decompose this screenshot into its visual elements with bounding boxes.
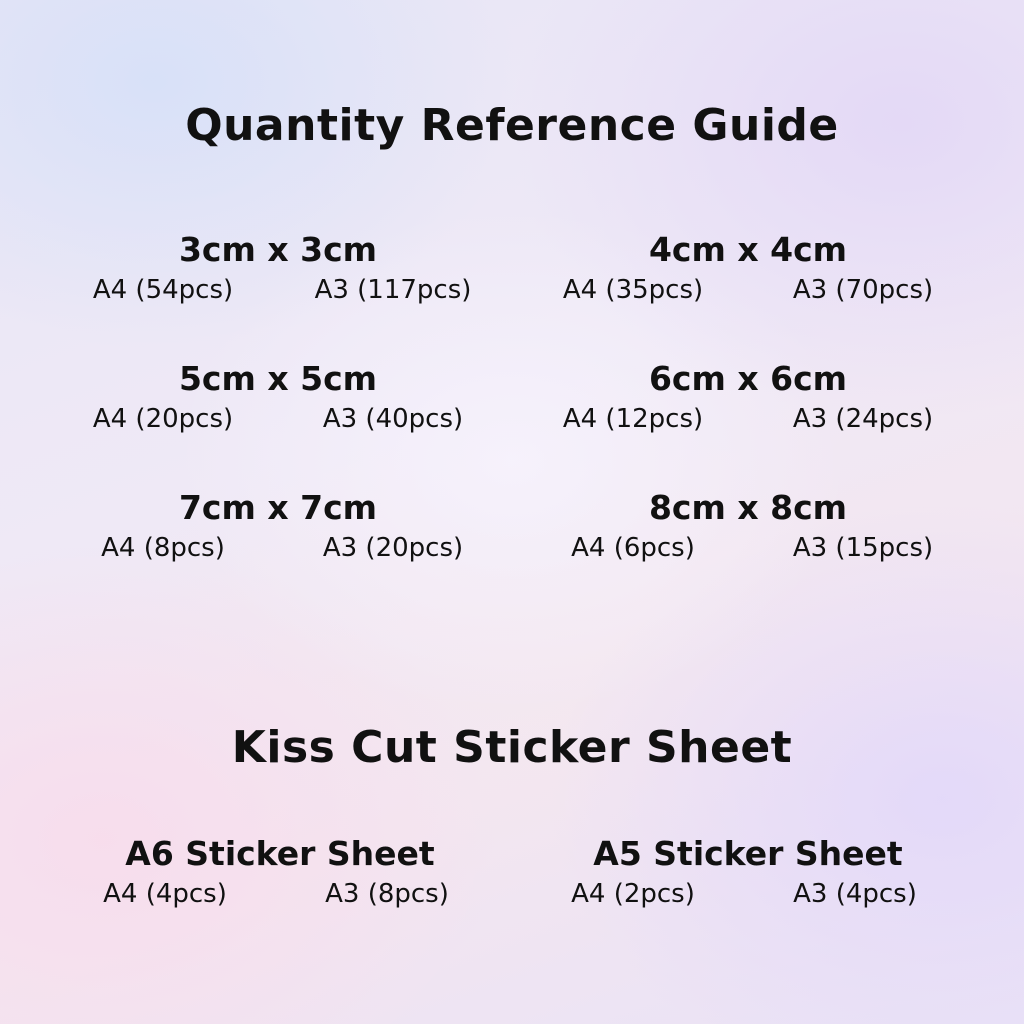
a4-quantity: A4 (4pcs) xyxy=(103,879,227,909)
quantity-reference-title: Quantity Reference Guide xyxy=(185,100,839,151)
sheet-label: A5 Sticker Sheet xyxy=(593,834,903,873)
a4-quantity: A4 (6pcs) xyxy=(571,533,695,563)
a3-quantity: A3 (24pcs) xyxy=(792,404,934,434)
size-label: 8cm x 8cm xyxy=(648,488,848,527)
a4-quantity: A4 (35pcs) xyxy=(562,275,704,305)
kiss-cut-title: Kiss Cut Sticker Sheet xyxy=(231,722,793,773)
a3-quantity: A3 (40pcs) xyxy=(322,404,464,434)
a4-quantity: A4 (12pcs) xyxy=(562,404,704,434)
a3-quantity: A3 (4pcs) xyxy=(793,879,917,909)
a3-quantity: A3 (117pcs) xyxy=(314,275,472,305)
a4-quantity: A4 (20pcs) xyxy=(92,404,234,434)
size-label: 4cm x 4cm xyxy=(648,230,848,269)
a4-quantity: A4 (2pcs) xyxy=(571,879,695,909)
a4-quantity: A4 (54pcs) xyxy=(92,275,234,305)
size-label: 5cm x 5cm xyxy=(178,359,378,398)
a3-quantity: A3 (20pcs) xyxy=(322,533,464,563)
size-label: 7cm x 7cm xyxy=(178,488,378,527)
a3-quantity: A3 (8pcs) xyxy=(325,879,449,909)
a3-quantity: A3 (15pcs) xyxy=(792,533,934,563)
a3-quantity: A3 (70pcs) xyxy=(792,275,934,305)
sheet-label: A6 Sticker Sheet xyxy=(125,834,435,873)
size-label: 3cm x 3cm xyxy=(178,230,378,269)
a4-quantity: A4 (8pcs) xyxy=(101,533,225,563)
size-label: 6cm x 6cm xyxy=(648,359,848,398)
